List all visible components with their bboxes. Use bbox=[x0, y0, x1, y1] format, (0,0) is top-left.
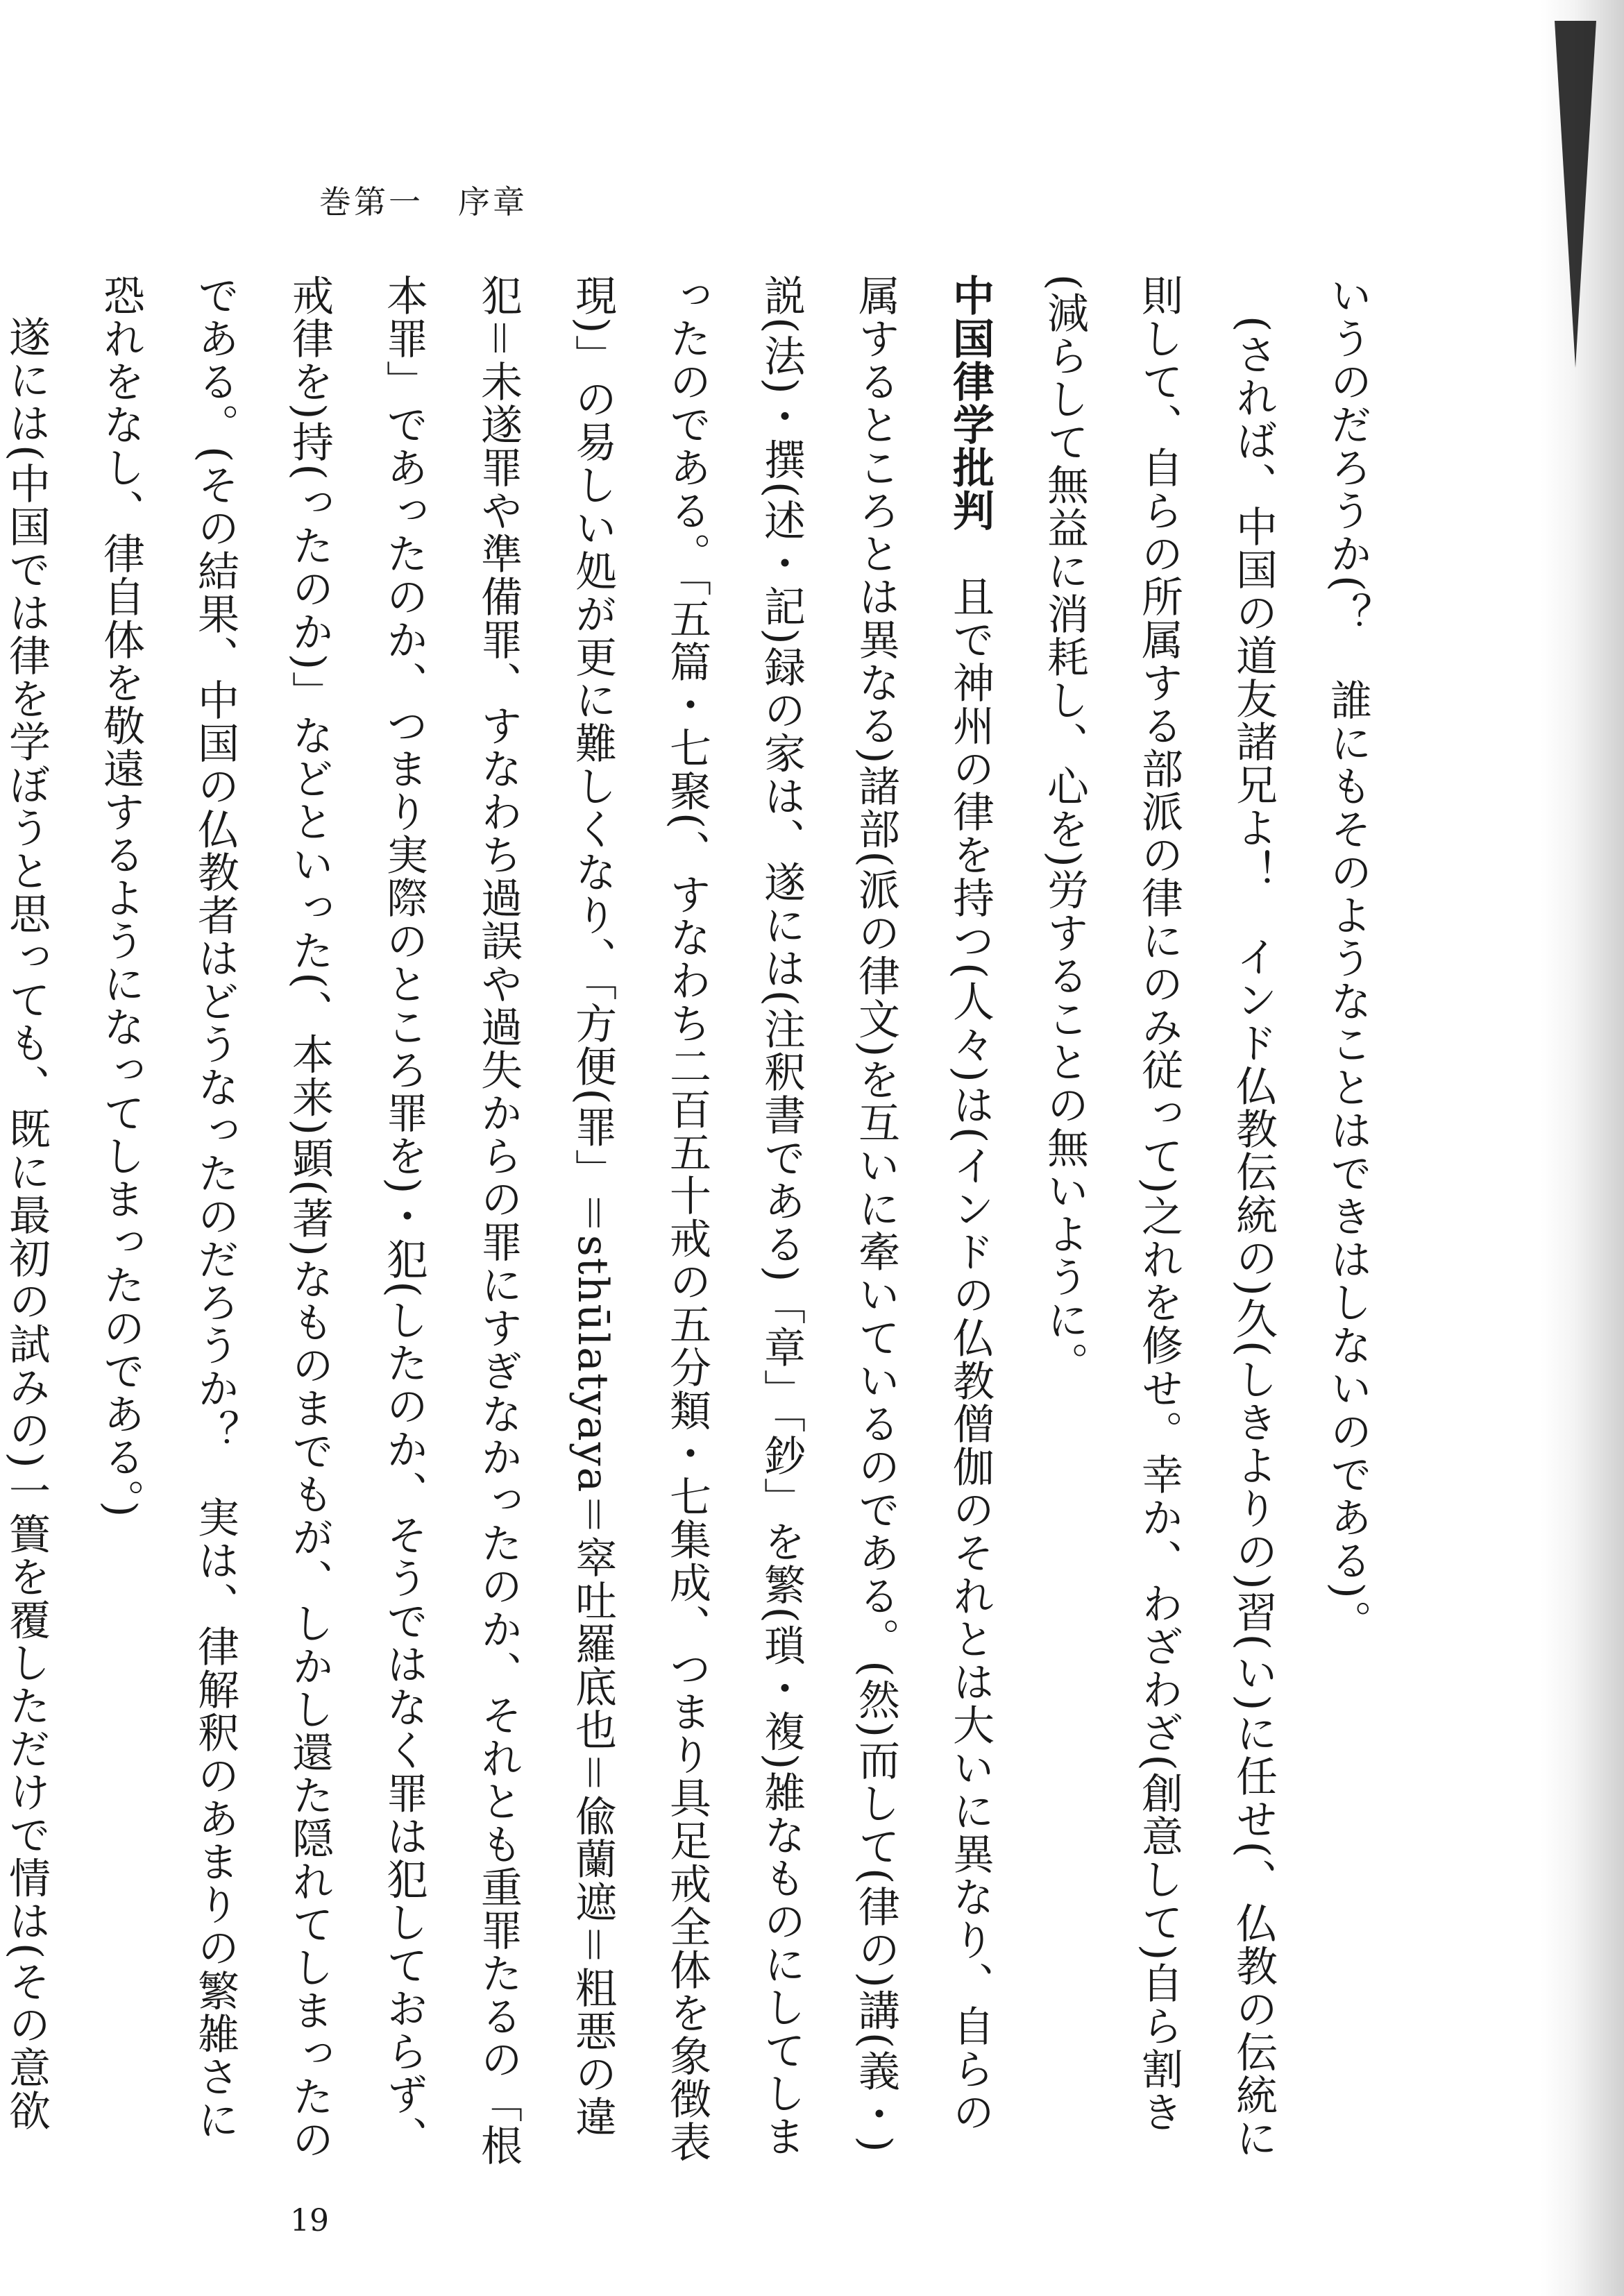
vertical-body-text bbox=[2, 274, 1395, 2168]
paragraph-3-with-heading bbox=[74, 274, 1017, 2168]
page-number: 19 bbox=[290, 2203, 329, 2238]
running-head: 巻第一 序章 bbox=[319, 183, 527, 221]
paragraph-3-text: 且で神州の律を持つ(人々)は(インドの仏教僧伽のそれとは大いに異なり、自らの属するところとは異なる)諸部(派の律文)を互いに牽いているのである。(然)而して(律の)講(義・)説(法)・撰(述・記)録の家は、遂には(注釈書である)「章」「鈔」を繁(瑣・複)雑なものにしてしまったのである。「五篇・七聚(、すなわち二百五十戒の五分類・七集成、つまり具足戒全体を象徴表現)」の易しい処が更に難しくなり、「方便(罪」＝sthūlatyaya＝窣吐羅底也＝偸蘭遮＝粗悪の違犯＝未遂罪や準備罪、すなわち過誤や過失からの罪にすぎなかったのか、それとも重罪たるの「根本罪」であったのか、つまり実際のところ罪を)・犯(したのか、そうではなく罪は犯しておらず、戒律を)持(ったのか)」などといった(、本来)顕(著)なものまでもが、しかし還た隠れてしまったのである。(その結果、中国の仏教者はどうなったのだろうか？ 実は、律解釈のあまりの繁雑さに恐れをなし、律自体を敬遠するようになってしまったのである。) bbox=[96, 274, 995, 2167]
paragraph-4: 遂には(中国では律を学ぼうと思っても、既に最初の試みの)一簣を覆しただけで情は(その意欲 bbox=[2, 316, 51, 2133]
section-heading: 中国律学批判 bbox=[946, 274, 995, 532]
scan-artifact bbox=[1555, 21, 1596, 368]
paragraph-1: いうのだろうか(？ 誰にもそのようなことはできはしないのである)。 bbox=[1323, 274, 1372, 1643]
paragraph-2: (されば、中国の道友諸兄よ！ インド仏教伝統の)久(しきよりの)習(い)に任せ(、仏教の伝統に則して、自らの所属する部派の律にのみ従って)之れを修せ。幸か、わざわざ(創意して)自ら割き(減らして無益に消耗し、心を)労することの無いように。 bbox=[1040, 274, 1278, 2160]
